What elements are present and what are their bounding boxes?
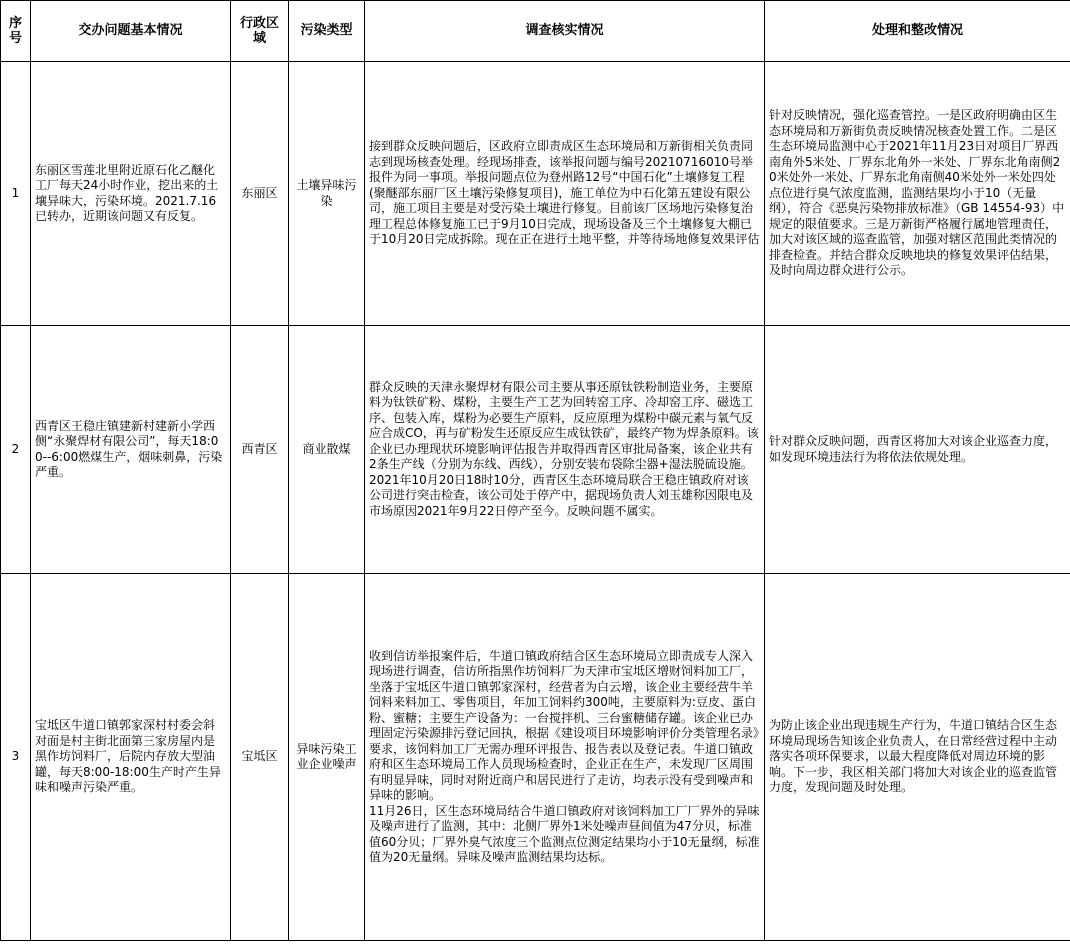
row-handling: 为防止该企业出现违规生产行为，牛道口镇结合区生态环境局现场告知该企业负责人，在日常经营过程中主动落实各项环保要求，以最大程度降低对周边环境的影响。下一步，我区相关部门将加大对该企业的巡查监管力度，发现问题及时处理。 [765, 574, 1070, 941]
row-handling: 针对群众反映问题，西青区将加大对该企业巡查力度，如发现环境违法行为将依法依规处理。 [765, 326, 1070, 574]
investigation-paragraph: 11月26日，区生态环境局结合牛道口镇政府对该饲料加工厂厂界外的异味及噪声进行了监测，其中：北侧厂界外1米处噪声昼间值为47分贝，标准值60分贝；厂界外臭气浓度三个监测点位测定结果均小于10无量纲，标准值为20无量纲。异味及噪声监测结果均达标。 [369, 803, 760, 864]
row-investigation: 群众反映的天津永聚焊材有限公司主要从事还原钛铁粉制造业务，主要原料为钛铁矿粉、煤粉，主要生产工艺为回转窑工序、冷却窑工序、磁选工序、包装入库，煤粉为必要生产原料，反应原理为煤粉中碳元素与氧气反应合成CO，再与矿粉发生还原反应生成钛铁矿，最终产物为焊条原料。该企业已办理现状环境影响评估报告并取得西青区审批局备案，该企业共有2条生产线（分别为东线、西线），分别安装布袋除尘器+湿法脱硫设施。2021年10月20日18时10分，西青区生态环境局联合王稳庄镇政府对该公司进行突击检查，该公司处于停产中，据现场负责人刘玉雄称因限电及市场原因2021年9月22日停产至今。反映问题不属实。 [365, 326, 765, 574]
row-no: 2 [1, 326, 31, 574]
row-handling: 针对反映情况，强化巡查管控。一是区政府明确由区生态环境局和万新街负责反映情况核查处置工作。二是区生态环境局监测中心于2021年11月23日对项目厂界西南角外5米处、厂界东北角外一米处、厂界东北角南侧20米处外一米处、厂界东北角南侧40米处外一米处四处点位进行臭气浓度监测，监测结果均小于10（无量纲），符合《恶臭污染物排放标准》（GB 14554-93）中规定的限值要求。三是万新街严格履行属地管理责任，加大对该区域的巡查监管，加强对辖区范围此类情况的排查检查。并结合群众反映地块的修复效果评估结果，及时向周边群众进行公示。 [765, 62, 1070, 326]
row-type: 商业散煤 [289, 326, 365, 574]
header-type: 污染类型 [289, 1, 365, 62]
header-basic: 交办问题基本情况 [31, 1, 231, 62]
row-investigation: 接到群众反映问题后，区政府立即责成区生态环境局和万新街相关负责同志到现场核查处理。经现场排查，该举报问题与编号20210716010号举报件为同一事项。举报问题点位为登州路12号“中国石化”土壤修复工程(聚醚部东丽厂区土壤污染修复项目)，施工单位为中石化第五建设有限公司，施工项目主要是对受污染土壤进行修复。目前该厂区场地污染修复治理工程总体修复施工已于9月10日完成，现场设备及三个土壤修复大棚已于10月20日完成拆除。现在正在进行土地平整，并等待场地修复效果评估 [365, 62, 765, 326]
table-row [1, 574, 1070, 941]
investigation-paragraph: 收到信访举报案件后，牛道口镇政府结合区生态环境局立即责成专人深入现场进行调查，信访所指黑作坊饲料厂为天津市宝坻区增财饲料加工厂，坐落于宝坻区牛道口镇郭家深村，经营者为白云增，该企业主要经营牛羊饲料来料加工、零售项目，年加工饲料约300吨，主要原料为:豆皮、蛋白粉、蜜糖；主要生产设备为：一台搅拌机、三台蜜糖储存罐。该企业已办理固定污染源排污登记回执，根据《建设项目环境影响评价分类管理名录》要求，该饲料加工厂无需办理环评报告、报告表以及登记表。牛道口镇政府和区生态环境局工作人员现场检查时，企业正在生产，未发现厂区周围有明显异味，同时对附近商户和居民进行了走访，均表示没有受到噪声和异味的影响。 [369, 648, 760, 802]
header-no: 序号 [1, 1, 31, 62]
row-type: 土壤异味污染 [289, 62, 365, 326]
row-no: 3 [1, 574, 31, 941]
row-basic: 西青区王稳庄镇建新村建新小学西侧“永聚焊材有限公司”，每天18:00--6:00燃煤生产，烟味刺鼻，污染严重。 [31, 326, 231, 574]
row-basic: 东丽区雪莲北里附近原石化乙醚化工厂每天24小时作业，挖出来的土壤异味大，污染环境。2021.7.16已转办，近期该问题又有反复。 [31, 62, 231, 326]
row-district: 宝坻区 [231, 574, 289, 941]
table-row [1, 62, 1070, 326]
row-no: 1 [1, 62, 31, 326]
header-handling: 处理和整改情况 [765, 1, 1070, 62]
header-investigation: 调查核实情况 [365, 1, 765, 62]
row-type: 异味污染工业企业噪声 [289, 574, 365, 941]
header-row [1, 1, 1070, 62]
row-basic: 宝坻区牛道口镇郭家深村村委会斜对面是村主街北面第三家房屋内是黑作坊饲料厂，后院内存放大型油罐，每天8:00-18:00生产时产生异味和噪声污染严重。 [31, 574, 231, 941]
row-district: 东丽区 [231, 62, 289, 326]
row-district: 西青区 [231, 326, 289, 574]
table-row [1, 326, 1070, 574]
header-district: 行政区域 [231, 1, 289, 62]
row-investigation [365, 574, 765, 941]
